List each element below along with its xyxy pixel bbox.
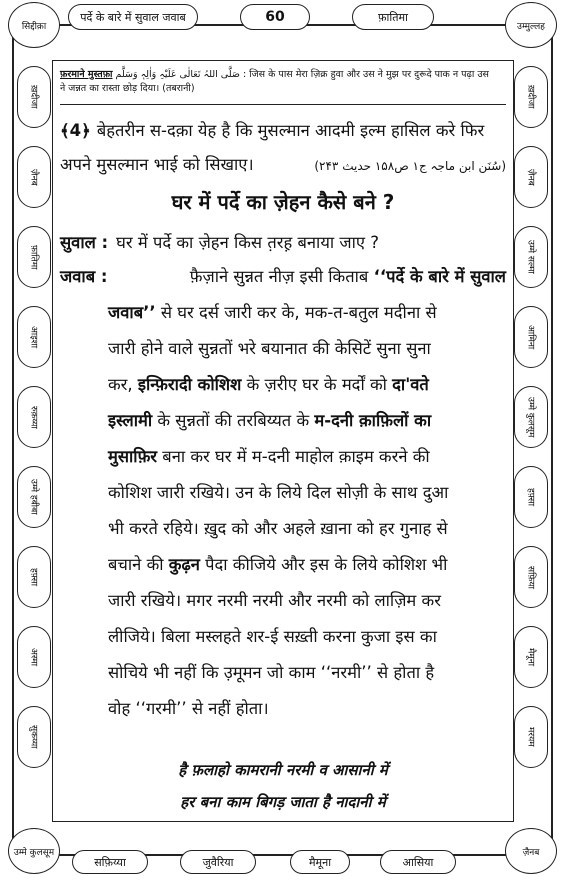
question-text: घर में पर्दे का ज़ेहन किस त़रह़ बनाया जाए ? xyxy=(116,233,380,252)
corner-label: उम्मुल्लह xyxy=(517,21,545,32)
answer-fragment: कर, xyxy=(108,375,138,394)
side-medallion-right xyxy=(514,226,548,288)
corner-ornament-top-right xyxy=(505,2,557,48)
book-title: पर्दे के बारे में सुवाल जवाब xyxy=(80,10,186,24)
answer-line xyxy=(108,444,506,467)
answer-line-text xyxy=(108,336,431,359)
footer-plaque-3 xyxy=(290,850,350,874)
answer-fragment: के ज़रीए घर के मर्दों को xyxy=(241,375,393,394)
name-plaque-top-right xyxy=(352,4,434,30)
answer-fragment: जवाब’’ xyxy=(108,303,156,322)
answer-fragment: वोह ‘‘गरमी’’ से नहीं होता। xyxy=(108,699,269,718)
answer-line-text xyxy=(108,408,431,431)
answer-fragment: जारी रखिये। मगर नरमी नरमी और नरमी को लाज़िम कर xyxy=(108,591,441,610)
side-medallion-right xyxy=(514,466,548,528)
medallion-label: हफ़्सा xyxy=(28,567,39,587)
side-medallion-right xyxy=(514,546,548,608)
answer-fragment: फ़ैज़ाने सुन्नत नीज़ इसी किताब xyxy=(189,267,374,286)
couplet-line-2: हर बना काम बिगड़ जाता है नादानी में xyxy=(180,793,386,811)
side-medallion-right xyxy=(514,626,548,688)
answer-line xyxy=(108,372,506,395)
footer-plaque-4 xyxy=(380,850,456,874)
side-medallion-left xyxy=(17,66,51,128)
side-medallion-left xyxy=(17,146,51,208)
medallion-label: उम्मे कुलसूम xyxy=(525,396,536,438)
medallion-label: उम्मे हबीबा xyxy=(28,479,39,515)
answer-fragment: सोचिये भी नहीं कि उ़मूमन जो काम ‘‘नरमी’’ से होता है xyxy=(108,663,435,682)
medallion-label: सफ़िया xyxy=(525,565,536,589)
corner-ornament-top-left xyxy=(8,2,60,48)
answer-fragment: इन्फ़िरादी कोशिश xyxy=(137,375,242,394)
footer-plaque-1 xyxy=(72,850,148,874)
answer-line-text xyxy=(108,696,269,719)
answer-line-text xyxy=(108,588,441,611)
side-medallion-left xyxy=(17,626,51,688)
medallion-label: ख़दीजा xyxy=(28,85,39,109)
side-medallion-left xyxy=(17,466,51,528)
answer-fragment: के सुन्नतों की तरबिय्यत के xyxy=(152,411,315,430)
footer-label: सफ़िय्या xyxy=(94,855,126,869)
medallion-label: हफ़्सा xyxy=(525,487,536,507)
corner-label: उम्मे कुलसूम xyxy=(13,847,55,858)
answer-line-text xyxy=(108,372,429,395)
answer-fragment: ‘‘पर्दे के बारे में सुवाल xyxy=(373,267,506,286)
side-medallion-left xyxy=(17,306,51,368)
answer-label: जवाब : xyxy=(60,267,108,286)
answer-fragment: लीजिये। बिला मस्लहते शर-ई सख़्ती करना कुजा इस का xyxy=(108,627,437,646)
medallion-label: उम्मे सल्मा xyxy=(525,240,536,274)
answer-line xyxy=(108,516,506,539)
answer-line xyxy=(108,696,506,719)
medallion-label: ख़दीजा xyxy=(525,85,536,109)
corner-ornament-bottom-right xyxy=(505,828,557,874)
book-title-plaque xyxy=(68,4,198,30)
couplet-line-1: है फ़लाहो कामरानी नरमी व आसानी में xyxy=(178,761,388,779)
footer-label: मैमूना xyxy=(308,855,332,869)
side-medallion-right xyxy=(514,146,548,208)
farman-band xyxy=(60,68,506,104)
answer-line xyxy=(108,624,506,647)
side-medallion-left xyxy=(17,386,51,448)
medallion-label: अस्मा xyxy=(28,647,39,667)
side-medallion-left xyxy=(17,226,51,288)
plaque-label: फ़ातिमा xyxy=(378,10,408,24)
item4-line-2 xyxy=(60,152,506,175)
medallion-label: मैमूना xyxy=(525,647,536,667)
answer-fragment: कुढ़न xyxy=(168,555,200,574)
answer-line-text xyxy=(108,552,447,575)
item4-text-2: अपने मुसल्मान भाई को सिखाए। xyxy=(60,155,254,174)
answer-line-text xyxy=(190,264,506,287)
side-medallion-left xyxy=(17,546,51,608)
item4-text-1: बेहतरीन स-दक़ा येह है कि मुसल्मान आदमी इल्म हासिल करे फिर xyxy=(96,121,485,140)
answer-line-text xyxy=(108,624,437,647)
answer-fragment: बचाने की xyxy=(108,555,169,574)
farman-arabic: صَلَّی اللہُ تَعَالٰی عَلَیْہِ وَاٰلِہٖ وَسَلَّم xyxy=(115,69,240,80)
section-heading: घर में पर्दे का ज़ेहन कैसे बने ? xyxy=(171,190,395,214)
answer-line-text xyxy=(108,516,448,539)
side-medallion-right xyxy=(514,706,548,768)
side-medallion-right xyxy=(514,386,548,448)
answer-line-text xyxy=(108,444,430,467)
medallion-label: सुकय्या xyxy=(28,725,39,749)
farman-text-2: ने जन्नत का रास्ता छोड़ दिया। xyxy=(60,83,160,94)
side-medallion-right xyxy=(514,66,548,128)
medallion-label: मरयम xyxy=(525,727,536,747)
side-medallion-right xyxy=(514,306,548,368)
answer-fragment: इस्लामी xyxy=(108,411,153,430)
page-number-plaque xyxy=(240,4,310,30)
farman-title: फ़रमाने मुस्तफ़ा xyxy=(60,69,113,80)
corner-ornament-bottom-left xyxy=(8,828,60,874)
question-label: सुवाल : xyxy=(60,233,109,252)
side-medallion-left xyxy=(17,706,51,768)
medallion-label: आमिना xyxy=(525,324,536,350)
answer-line-text xyxy=(108,300,437,323)
corner-label: ज़ैनब xyxy=(522,847,540,858)
medallion-label: फ़ातिमा xyxy=(28,244,39,270)
medallion-label: ज़ैनब xyxy=(28,168,39,186)
answer-line xyxy=(60,264,506,287)
answer-fragment: म-दनी क़ाफ़िलों का xyxy=(314,411,432,430)
answer-fragment: कोशिश जारी रखिये। उन के लिये दिल सोज़ी के साथ दुआ xyxy=(108,483,449,502)
footer-plaque-2 xyxy=(180,850,256,874)
item-marker: ﴾4﴿ xyxy=(60,121,91,140)
medallion-label: आइशा xyxy=(28,325,39,349)
answer-line xyxy=(108,408,506,431)
answer-fragment: पैदा कीजिये और इस के लिये कोशिश भी xyxy=(199,555,448,574)
answer-line xyxy=(108,336,506,359)
answer-line xyxy=(108,588,506,611)
item4-reference: (سُنَن ابن ماجہ ج۱ ص۱۵۸ حدیث ۲۴۳) xyxy=(314,159,506,173)
answer-fragment: जारी होने वाले सुन्नतों भरे बयानात की केसिटें सुना सुना xyxy=(108,339,431,358)
farman-source: (तबरानी) xyxy=(162,83,195,94)
corner-label: सिद्दीक़ा xyxy=(21,21,47,32)
answer-fragment: दा'वते xyxy=(392,375,429,394)
footer-label: जुवैरिया xyxy=(202,855,234,869)
farman-divider xyxy=(60,104,506,105)
page-number: 60 xyxy=(265,9,285,25)
question-line xyxy=(60,230,506,253)
answer-line xyxy=(108,300,506,323)
medallion-label: रुक़य्या xyxy=(28,405,39,429)
item4-line-1 xyxy=(60,118,506,141)
answer-line xyxy=(108,552,506,575)
answer-line-text xyxy=(108,480,448,503)
medallion-label: ज़ैनब xyxy=(525,168,536,186)
answer-fragment: मुसाफ़िर xyxy=(108,447,158,466)
answer-line-text xyxy=(108,660,434,683)
answer-line xyxy=(108,660,506,683)
answer-fragment: बना कर घर में म-दनी माहोल क़ाइम करने की xyxy=(157,447,430,466)
footer-label: आसिया xyxy=(402,855,434,869)
answer-line xyxy=(108,480,506,503)
answer-fragment: भी करते रहिये। ख़ुद को और अहले ख़ाना को हर गुनाह से xyxy=(108,519,448,538)
answer-fragment: से घर दर्स जारी कर के, मक-त-बतुल मदीना से xyxy=(155,303,437,322)
farman-text: : जिस के पास मेरा ज़िक्र हुवा और उस ने मुझ पर दुरूदे पाक न पढ़ा उस xyxy=(242,69,489,80)
